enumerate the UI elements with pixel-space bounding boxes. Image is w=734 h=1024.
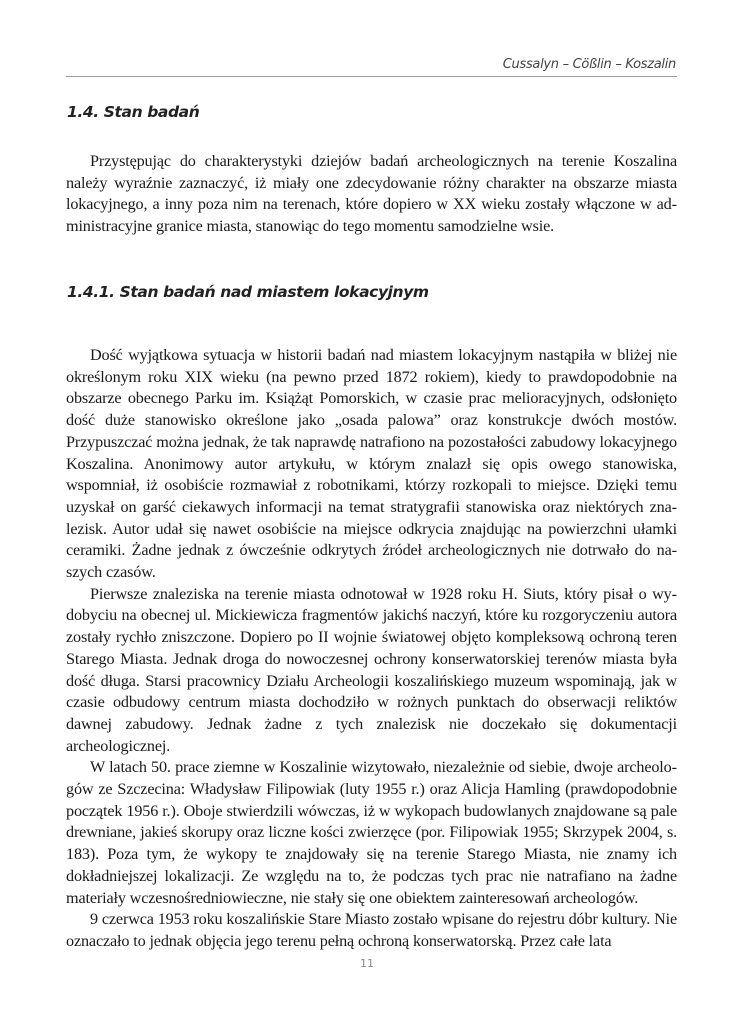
subsection-body <box>66 345 677 953</box>
running-header: Cussalyn – Cößlin – Koszalin <box>502 57 676 72</box>
paragraph: 9 czerwca 1953 roku koszalińskie Stare Miasto zostało wpisane do rejestru dóbr kultury. Nie oznaczało to jednak objęcia jego terenu pełną ochroną konserwatorską. Przez całe lata <box>66 910 677 950</box>
section-body <box>66 151 677 238</box>
header-rule <box>66 76 677 77</box>
paragraph: Pierwsze znaleziska na terenie miasta odnotował w 1928 roku H. Siuts, który pisał o wydobyciu na obecnej ul. Mickiewicza fragmentów jakichś naczyń, które ku rozgoryczeniu autora zostały rychło zniszczone. Dopiero po II wojnie światowej objęto kompleksową ochroną teren Starego Miasta. Jednak droga do nowoczesnej ochrony konserwatorskiej terenów miasta była dość długa. Starsi pracownicy Działu Archeologii koszalińskiego muzeum wspominają, jak w czasie odbudowy centrum miasta dochodziło w rożnych punktach do obserwacji reliktów dawnej zabudowy. Jednak żadne z tych znalezisk nie doczekało się dokumentacji archeologicznej. <box>66 584 677 755</box>
paragraph: W latach 50. prace ziemne w Koszalinie wizytowało, niezależnie od siebie, dwoje archeologów ze Szczecina: Władysław Filipowiak (luty 1955 r.) oraz Alicja Hamling (prawdopodobnie początek 1956 r.). Oboje stwierdzili wówczas, iż w wykopach budowlanych znajdowane są pale drewniane, jakieś skorupy oraz liczne kości zwierzęce (por. Filipowiak 1955; Skrzypek 2004, s. 183). Poza tym, że wykopy te znajdowały się na terenie Starego Miasta, nie znamy ich dokładniejszej lokalizacji. Ze względu na to, że podczas tych prac nie natrafiano na żadne materiały wczesnośredniowieczne, nie stały się one obiektem zainteresowań archeologów. <box>66 758 677 907</box>
page-number: 11 <box>360 957 374 970</box>
section-heading: 1.4. Stan badań <box>67 103 200 121</box>
paragraph: Przystępując do charakterystyki dziejów badań archeologicznych na terenie Koszalina należy wyraźnie zaznaczyć, iż miały one zdecydowanie różny charakter na obszarze miasta lokacyjnego, a inny poza nim na terenach, które dopiero w XX wieku zostały włączone w administracyjne granice miasta, stanowiąc do tego momentu samodzielne wsie. <box>66 152 677 236</box>
subsection-heading: 1.4.1. Stan badań nad miastem lokacyjnym <box>67 283 429 301</box>
paragraph: Dość wyjątkowa sytuacja w historii badań nad miastem lokacyjnym nastąpiła w bliżej nie określonym roku XIX wieku (na pewno przed 1872 rokiem), kiedy to prawdopodobnie na obszarze obecnego Parku im. Książąt Pomorskich, w czasie prac melioracyjnych, odsłonięto dość duże stanowisko określone jako „osada palowa” oraz konstrukcje dwóch mostów. Przypuszczać można jednak, że tak naprawdę natrafiono na pozostałości zabudowy lokacyjnego Koszalina. Anonimowy autor artykułu, w którym znalazł się opis owego stanowiska, wspomniał, iż osobiście rozmawiał z robotnikami, którzy rozkopali to miejsce. Dzięki temu uzyskał on garść ciekawych informacji na temat stratygrafii stanowiska oraz niektórych znalezisk. Autor udał się nawet osobiście na miejsce odkrycia znajdując na powierzchni ułamki ceramiki. Żadne jednak z ówcześnie odkrytych źródeł archeologicznych nie dotrwało do naszych czasów. <box>66 346 677 582</box>
